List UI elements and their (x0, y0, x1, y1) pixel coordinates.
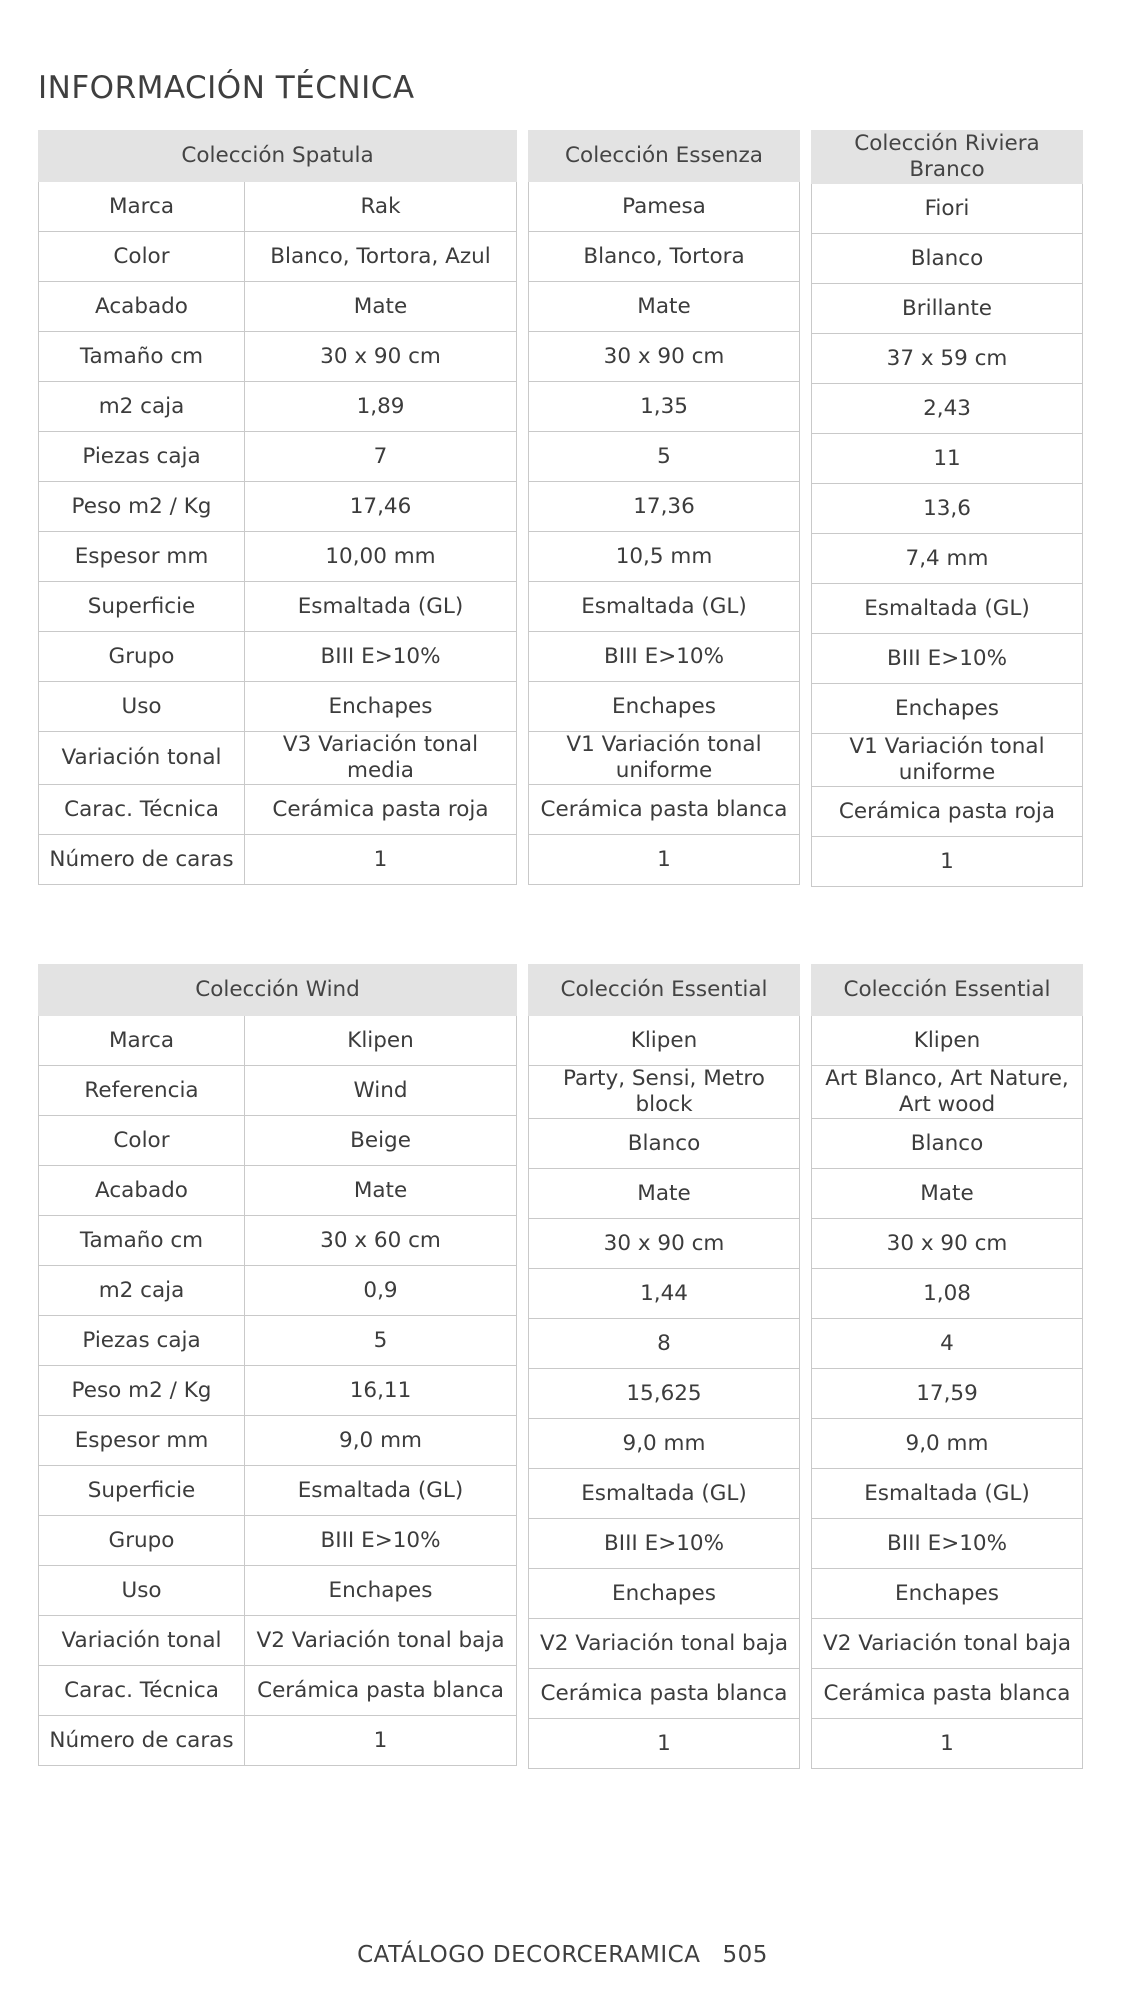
table-row (529, 1219, 800, 1269)
table-row (529, 482, 800, 532)
table-row (39, 1366, 517, 1416)
cell-value: BIII E>10% (529, 632, 800, 682)
cell-value: Klipen (245, 1016, 517, 1066)
cell-value: 30 x 90 cm (529, 332, 800, 382)
row-label: Superficie (39, 1466, 245, 1516)
table-row (812, 1519, 1083, 1569)
table-header-row (812, 131, 1083, 184)
table-row (39, 1116, 517, 1166)
cell-value: BIII E>10% (245, 632, 517, 682)
table-row (39, 582, 517, 632)
row-label: m2 caja (39, 1266, 245, 1316)
row-label: Número de caras (39, 835, 245, 885)
cell-value: Enchapes (529, 1569, 800, 1619)
table-row (529, 1119, 800, 1169)
table-row (529, 182, 800, 232)
cell-value: 15,625 (529, 1369, 800, 1419)
cell-value: V3 Variación tonal media (245, 732, 517, 785)
table-row (812, 584, 1083, 634)
table-row (39, 682, 517, 732)
cell-value: 2,43 (812, 384, 1083, 434)
cell-value: 1,89 (245, 382, 517, 432)
table-row (812, 484, 1083, 534)
table-header-row (529, 131, 800, 182)
table-header-row (39, 965, 517, 1016)
cell-value: 1 (812, 837, 1083, 887)
cell-value: BIII E>10% (812, 1519, 1083, 1569)
table-row (529, 1669, 800, 1719)
cell-value: Mate (812, 1169, 1083, 1219)
cell-value: Blanco, Tortora (529, 232, 800, 282)
table-row (812, 334, 1083, 384)
table-row (812, 1669, 1083, 1719)
table-row (812, 634, 1083, 684)
cell-value: Pamesa (529, 182, 800, 232)
collection-header: Colección Essenza (529, 131, 800, 182)
cell-value: Esmaltada (GL) (812, 1469, 1083, 1519)
cell-value: BIII E>10% (529, 1519, 800, 1569)
row-label: Color (39, 1116, 245, 1166)
cell-value: 1 (529, 1719, 800, 1769)
cell-value: BIII E>10% (812, 634, 1083, 684)
row-label: Espesor mm (39, 532, 245, 582)
table-row (529, 282, 800, 332)
table-row (812, 1719, 1083, 1769)
cell-value: 30 x 90 cm (812, 1219, 1083, 1269)
cell-value: Enchapes (812, 684, 1083, 734)
cell-value: 17,36 (529, 482, 800, 532)
cell-value: Enchapes (245, 1566, 517, 1616)
cell-value: 1 (529, 835, 800, 885)
cell-value: Klipen (812, 1016, 1083, 1066)
row-label: Tamaño cm (39, 332, 245, 382)
row-label: Acabado (39, 1166, 245, 1216)
table-row (529, 835, 800, 885)
table-row (39, 1616, 517, 1666)
table-row (812, 787, 1083, 837)
row-label: Número de caras (39, 1716, 245, 1766)
cell-value: Blanco (812, 234, 1083, 284)
table-row (39, 1716, 517, 1766)
cell-value: Esmaltada (GL) (529, 1469, 800, 1519)
table-row (529, 1066, 800, 1119)
table-row (529, 1569, 800, 1619)
table-row (812, 1419, 1083, 1469)
table-row (812, 284, 1083, 334)
cell-value: Esmaltada (GL) (812, 584, 1083, 634)
row-label: Piezas caja (39, 1316, 245, 1366)
cell-value: 10,00 mm (245, 532, 517, 582)
row-label: Variación tonal (39, 1616, 245, 1666)
cell-value: Enchapes (812, 1569, 1083, 1619)
cell-value: 10,5 mm (529, 532, 800, 582)
spec-table-1-collection-2 (528, 130, 800, 885)
cell-value: Art Blanco, Art Nature, Art wood (812, 1066, 1083, 1119)
row-label: Espesor mm (39, 1416, 245, 1466)
footer-page-number: 505 (722, 1942, 768, 1968)
table-row (529, 682, 800, 732)
table-row (39, 785, 517, 835)
cell-value: Esmaltada (GL) (245, 582, 517, 632)
spec-section-2 (38, 964, 1088, 1774)
cell-value: 17,59 (812, 1369, 1083, 1419)
table-row (812, 734, 1083, 787)
table-row (812, 684, 1083, 734)
collection-header: Colección Spatula (39, 131, 517, 182)
row-label: Piezas caja (39, 432, 245, 482)
cell-value: 30 x 60 cm (245, 1216, 517, 1266)
cell-value: 5 (529, 432, 800, 482)
table-row (812, 1016, 1083, 1066)
table-row (529, 632, 800, 682)
cell-value: Blanco, Tortora, Azul (245, 232, 517, 282)
cell-value: V2 Variación tonal baja (529, 1619, 800, 1669)
cell-value: 16,11 (245, 1366, 517, 1416)
table-row (812, 1219, 1083, 1269)
cell-value: Mate (529, 282, 800, 332)
spec-table-2-collection-3 (811, 964, 1083, 1769)
table-row (39, 1666, 517, 1716)
table-row (39, 482, 517, 532)
cell-value: 1 (245, 1716, 517, 1766)
row-label: Marca (39, 182, 245, 232)
cell-value: 17,46 (245, 482, 517, 532)
table-row (812, 1066, 1083, 1119)
collection-header: Colección Essential (812, 965, 1083, 1016)
row-label: Variación tonal (39, 732, 245, 785)
table-row (39, 282, 517, 332)
cell-value: 9,0 mm (245, 1416, 517, 1466)
table-row (529, 1419, 800, 1469)
table-row (529, 785, 800, 835)
spec-table-2-collection-1 (38, 964, 517, 1766)
row-label: Acabado (39, 282, 245, 332)
table-row (529, 1619, 800, 1669)
cell-value: Brillante (812, 284, 1083, 334)
table-row (39, 835, 517, 885)
cell-value: Fiori (812, 184, 1083, 234)
table-row (529, 382, 800, 432)
table-row (39, 382, 517, 432)
cell-value: 37 x 59 cm (812, 334, 1083, 384)
cell-value: Rak (245, 182, 517, 232)
row-label: Tamaño cm (39, 1216, 245, 1266)
table-row (812, 534, 1083, 584)
collection-header: Colección Riviera Branco (812, 131, 1083, 184)
table-row (39, 1266, 517, 1316)
spec-section-1 (38, 130, 1088, 890)
cell-value: 1,44 (529, 1269, 800, 1319)
cell-value: BIII E>10% (245, 1516, 517, 1566)
cell-value: Cerámica pasta roja (245, 785, 517, 835)
spec-table-1-collection-3 (811, 130, 1083, 887)
table-row (39, 182, 517, 232)
cell-value: Esmaltada (GL) (245, 1466, 517, 1516)
table-row (39, 432, 517, 482)
table-row (39, 532, 517, 582)
table-row (812, 837, 1083, 887)
table-row (529, 582, 800, 632)
cell-value: 5 (245, 1316, 517, 1366)
cell-value: 1 (245, 835, 517, 885)
collection-header: Colección Wind (39, 965, 517, 1016)
table-row (529, 1719, 800, 1769)
spec-table-2-collection-2 (528, 964, 800, 1769)
cell-value: Mate (529, 1169, 800, 1219)
table-row (529, 1319, 800, 1369)
cell-value: Cerámica pasta roja (812, 787, 1083, 837)
table-row (39, 732, 517, 785)
row-label: Uso (39, 1566, 245, 1616)
table-row (39, 1016, 517, 1066)
table-row (812, 1569, 1083, 1619)
cell-value: 1,08 (812, 1269, 1083, 1319)
table-row (39, 232, 517, 282)
table-row (812, 1369, 1083, 1419)
table-header-row (812, 965, 1083, 1016)
cell-value: Beige (245, 1116, 517, 1166)
cell-value: Cerámica pasta blanca (529, 785, 800, 835)
table-row (812, 1319, 1083, 1369)
table-row (812, 184, 1083, 234)
table-row (529, 1369, 800, 1419)
table-row (39, 1516, 517, 1566)
table-row (529, 1269, 800, 1319)
table-row (39, 332, 517, 382)
footer-catalog-name: CATÁLOGO DECORCERAMICA (357, 1942, 701, 1968)
row-label: Referencia (39, 1066, 245, 1116)
cell-value: 30 x 90 cm (529, 1219, 800, 1269)
cell-value: Cerámica pasta blanca (812, 1669, 1083, 1719)
collection-header: Colección Essential (529, 965, 800, 1016)
row-label: Color (39, 232, 245, 282)
row-label: Peso m2 / Kg (39, 482, 245, 532)
page-footer (0, 1942, 1125, 1968)
table-row (39, 1316, 517, 1366)
cell-value: 11 (812, 434, 1083, 484)
cell-value: V2 Variación tonal baja (812, 1619, 1083, 1669)
table-row (529, 332, 800, 382)
page-title: INFORMACIÓN TÉCNICA (38, 70, 415, 106)
cell-value: V2 Variación tonal baja (245, 1616, 517, 1666)
table-row (529, 1016, 800, 1066)
table-row (39, 1166, 517, 1216)
row-label: Carac. Técnica (39, 785, 245, 835)
table-row (529, 532, 800, 582)
cell-value: 8 (529, 1319, 800, 1369)
cell-value: 4 (812, 1319, 1083, 1369)
cell-value: Party, Sensi, Metro block (529, 1066, 800, 1119)
cell-value: 13,6 (812, 484, 1083, 534)
cell-value: 1 (812, 1719, 1083, 1769)
cell-value: 9,0 mm (529, 1419, 800, 1469)
row-label: Grupo (39, 1516, 245, 1566)
table-row (529, 1519, 800, 1569)
table-row (529, 1469, 800, 1519)
cell-value: 1,35 (529, 382, 800, 432)
table-row (39, 1066, 517, 1116)
table-row (39, 1416, 517, 1466)
cell-value: 30 x 90 cm (245, 332, 517, 382)
cell-value: Enchapes (245, 682, 517, 732)
row-label: Superficie (39, 582, 245, 632)
table-row (812, 234, 1083, 284)
row-label: Grupo (39, 632, 245, 682)
table-row (812, 1619, 1083, 1669)
table-row (529, 1169, 800, 1219)
cell-value: 0,9 (245, 1266, 517, 1316)
table-row (812, 1269, 1083, 1319)
cell-value: Esmaltada (GL) (529, 582, 800, 632)
row-label: m2 caja (39, 382, 245, 432)
cell-value: V1 Variación tonal uniforme (529, 732, 800, 785)
cell-value: Cerámica pasta blanca (245, 1666, 517, 1716)
row-label: Uso (39, 682, 245, 732)
table-row (39, 1566, 517, 1616)
row-label: Marca (39, 1016, 245, 1066)
table-row (529, 732, 800, 785)
row-label: Carac. Técnica (39, 1666, 245, 1716)
table-row (529, 232, 800, 282)
cell-value: Mate (245, 1166, 517, 1216)
cell-value: Blanco (812, 1119, 1083, 1169)
cell-value: 9,0 mm (812, 1419, 1083, 1469)
cell-value: Enchapes (529, 682, 800, 732)
table-row (39, 1466, 517, 1516)
cell-value: Blanco (529, 1119, 800, 1169)
cell-value: Cerámica pasta blanca (529, 1669, 800, 1719)
cell-value: Mate (245, 282, 517, 332)
table-row (812, 1169, 1083, 1219)
spec-table-1-collection-1 (38, 130, 517, 885)
table-row (39, 632, 517, 682)
cell-value: Klipen (529, 1016, 800, 1066)
table-row (529, 432, 800, 482)
table-row (812, 434, 1083, 484)
table-row (812, 1469, 1083, 1519)
row-label: Peso m2 / Kg (39, 1366, 245, 1416)
table-row (812, 384, 1083, 434)
cell-value: 7,4 mm (812, 534, 1083, 584)
table-header-row (39, 131, 517, 182)
cell-value: Wind (245, 1066, 517, 1116)
table-header-row (529, 965, 800, 1016)
table-row (812, 1119, 1083, 1169)
table-row (39, 1216, 517, 1266)
cell-value: 7 (245, 432, 517, 482)
cell-value: V1 Variación tonal uniforme (812, 734, 1083, 787)
